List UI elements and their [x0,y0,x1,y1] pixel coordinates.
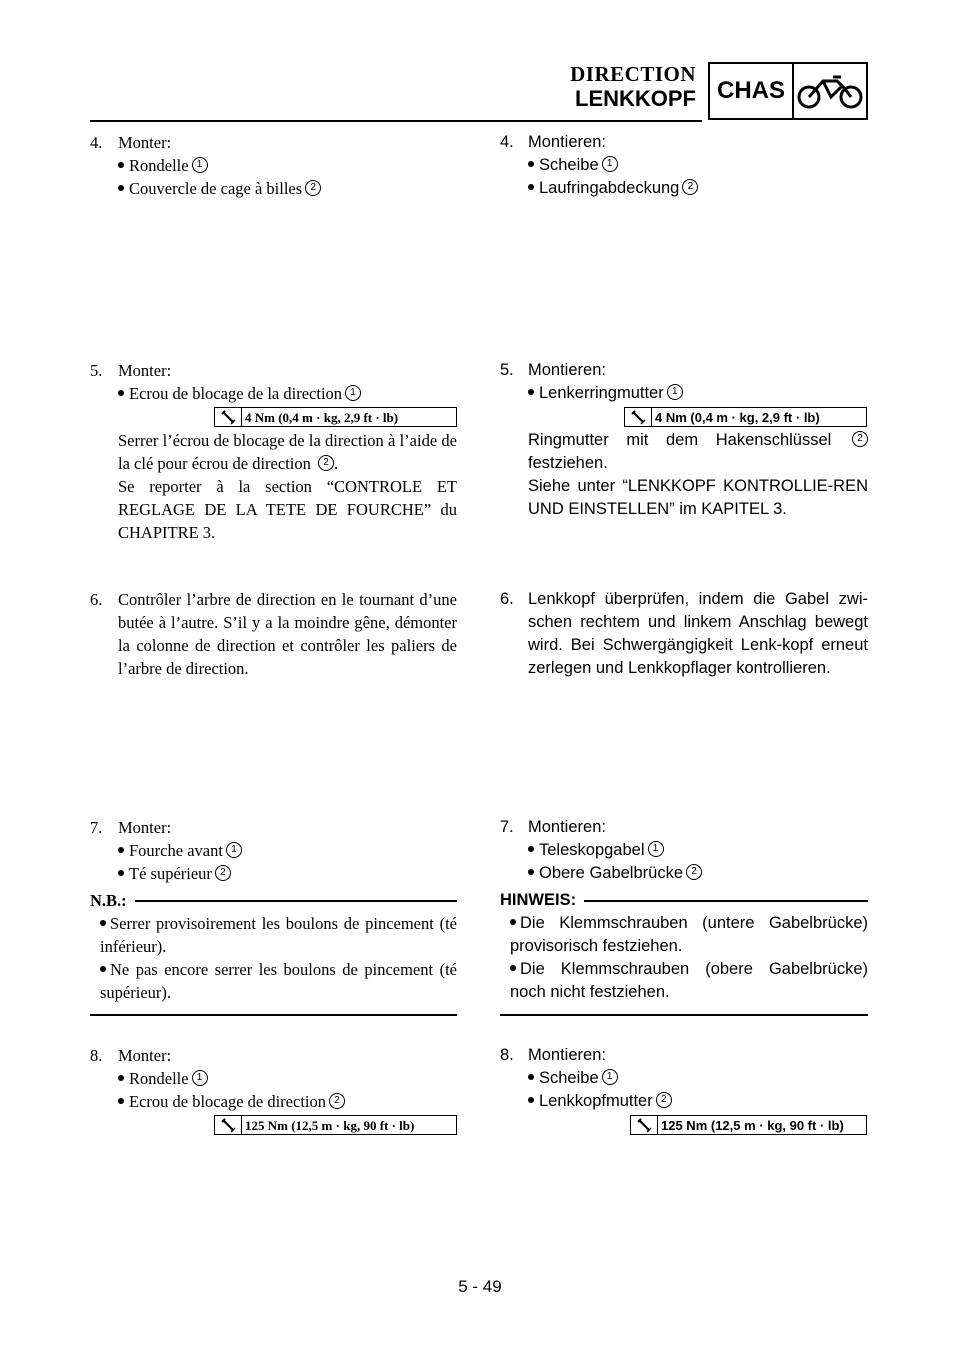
de-step-4: 4. Montieren: Scheibe 1 Laufringabdeckung 2 [500,131,868,200]
list-item: Scheibe 1 [500,154,868,177]
section-badge [708,62,868,120]
de-step-6: 6. Lenkkopf überprüfen, indem die Gabel zwi-schen rechtem und linkem Anschlag bewegt wird. Bei Schwergängigkeit Lenk-kopf erneut zerlegen und Lenkkopflager kontrollieren. [500,590,868,677]
de-step-5: 5. Montieren: Lenkerringmutter 1 4 Nm (0,4 m · kg, 2,9 ft · lb) Ringmutter mit dem Hakenschlüssel 2 festziehen. Siehe unter “LENKKOPF KONTROLLIE-REN UND EINSTELLEN” im KAPITEL 3. [500,359,868,521]
fr-step-8: 8. Monter: Rondelle 1 Ecrou de blocage de direction 2 125 Nm (12,5 m · kg, 90 ft · lb) [90,1044,457,1137]
torque-spec: 4 Nm (0,4 m · kg, 2,9 ft · lb) [214,407,457,427]
list-item: Obere Gabelbrücke 2 [500,862,868,885]
note-item: Serrer provisoirement les boulons de pincement (té inférieur). [100,914,457,956]
de-step-7: 7. Montieren: Teleskopgabel 1 Obere Gabelbrücke 2 HINWEIS: Die Klemmschrauben (untere Gabelbrücke) provisorisch festziehen. Die Klemmschrauben (obere Gabelbrücke) noch nicht festziehen. [500,816,868,1016]
header-rule [90,120,702,122]
wrench-icon [625,408,652,426]
list-item: Teleskopgabel 1 [500,839,868,862]
note-block: N.B.: Serrer provisoirement les boulons de pincement (té inférieur). Ne pas encore serrer les boulons de pincement (té supérieur). [90,889,457,1016]
note-item: Die Klemmschrauben (untere Gabelbrücke) provisorisch festziehen. [510,914,868,955]
list-item: Rondelle 1 [90,1067,457,1090]
reference-text: Siehe unter “LENKKOPF KONTROLLIE-REN UND EINSTELLEN” im KAPITEL 3. [528,477,868,518]
list-item: Laufringabdeckung 2 [500,177,868,200]
header-title-de: LENKKOPF [575,86,696,111]
note-item: Die Klemmschrauben (obere Gabelbrücke) noch nicht festziehen. [510,960,868,1001]
list-item: Scheibe 1 [500,1067,868,1090]
note-item: Ne pas encore serrer les boulons de pincement (té supérieur). [100,960,457,1002]
list-item: Lenkkopfmutter 2 [500,1090,868,1113]
section-code: CHAS [710,64,794,118]
list-item: Ecrou de blocage de la direction 1 [90,382,457,405]
list-item: Rondelle 1 [90,154,457,177]
instruction-text: Ringmutter mit dem Hakenschlüssel 2 festziehen. [500,429,868,475]
list-item: Té supérieur 2 [90,862,457,885]
header-title-fr: DIRECTION [570,62,696,86]
instruction-text: Serrer l’écrou de blocage de la direction à l’aide de la clé pour écrou de direction 2 . [118,431,457,473]
page-number: 5 - 49 [458,1277,502,1296]
fr-step-4: 4. Monter: Rondelle 1 Couvercle de cage à billes 2 [90,131,457,200]
reference-text: Se reporter à la section “CONTROLE ET REGLAGE DE LA TETE DE FOURCHE” du CHAPITRE 3. [118,477,457,542]
wrench-icon [215,1116,242,1134]
torque-spec: 125 Nm (12,5 m · kg, 90 ft · lb) [630,1115,867,1135]
fr-step-5: 5. Monter: Ecrou de blocage de la direction 1 4 Nm (0,4 m · kg, 2,9 ft · lb) Serrer l’écrou de blocage de la direction à l’aide de la clé pour écrou de direction 2 . Se reporter à la section “CONTROLE ET REGLAGE DE LA TETE DE FOURCHE” du CHAPITRE 3. [90,361,457,542]
fr-step-7: 7. Monter: Fourche avant 1 Té supérieur 2 N.B.: Serrer provisoirement les boulons de pincement (té inférieur). Ne pas encore serrer les boulons de pincement (té supérieur). [90,816,457,1016]
note-block: HINWEIS: Die Klemmschrauben (untere Gabelbrücke) provisorisch festziehen. Die Klemmschrauben (obere Gabelbrücke) noch nicht festziehen. [500,889,868,1016]
list-item: Fourche avant 1 [90,839,457,862]
fr-step-6: 6. Contrôler l’arbre de direction en le tournant d’une butée à l’autre. S’il y a la moindre gêne, démonter la colonne de direction et contrôler les paliers de l’arbre de direction. [90,590,457,678]
wrench-icon [631,1116,658,1134]
motorcycle-icon [794,64,866,118]
wrench-icon [215,408,242,426]
torque-spec: 4 Nm (0,4 m · kg, 2,9 ft · lb) [624,407,867,427]
list-item: Couvercle de cage à billes 2 [90,177,457,200]
list-item: Ecrou de blocage de direction 2 [90,1090,457,1113]
list-item: Lenkerringmutter 1 [500,382,868,405]
de-step-8: 8. Montieren: Scheibe 1 Lenkkopfmutter 2 125 Nm (12,5 m · kg, 90 ft · lb) [500,1044,868,1137]
torque-spec: 125 Nm (12,5 m · kg, 90 ft · lb) [214,1115,457,1135]
